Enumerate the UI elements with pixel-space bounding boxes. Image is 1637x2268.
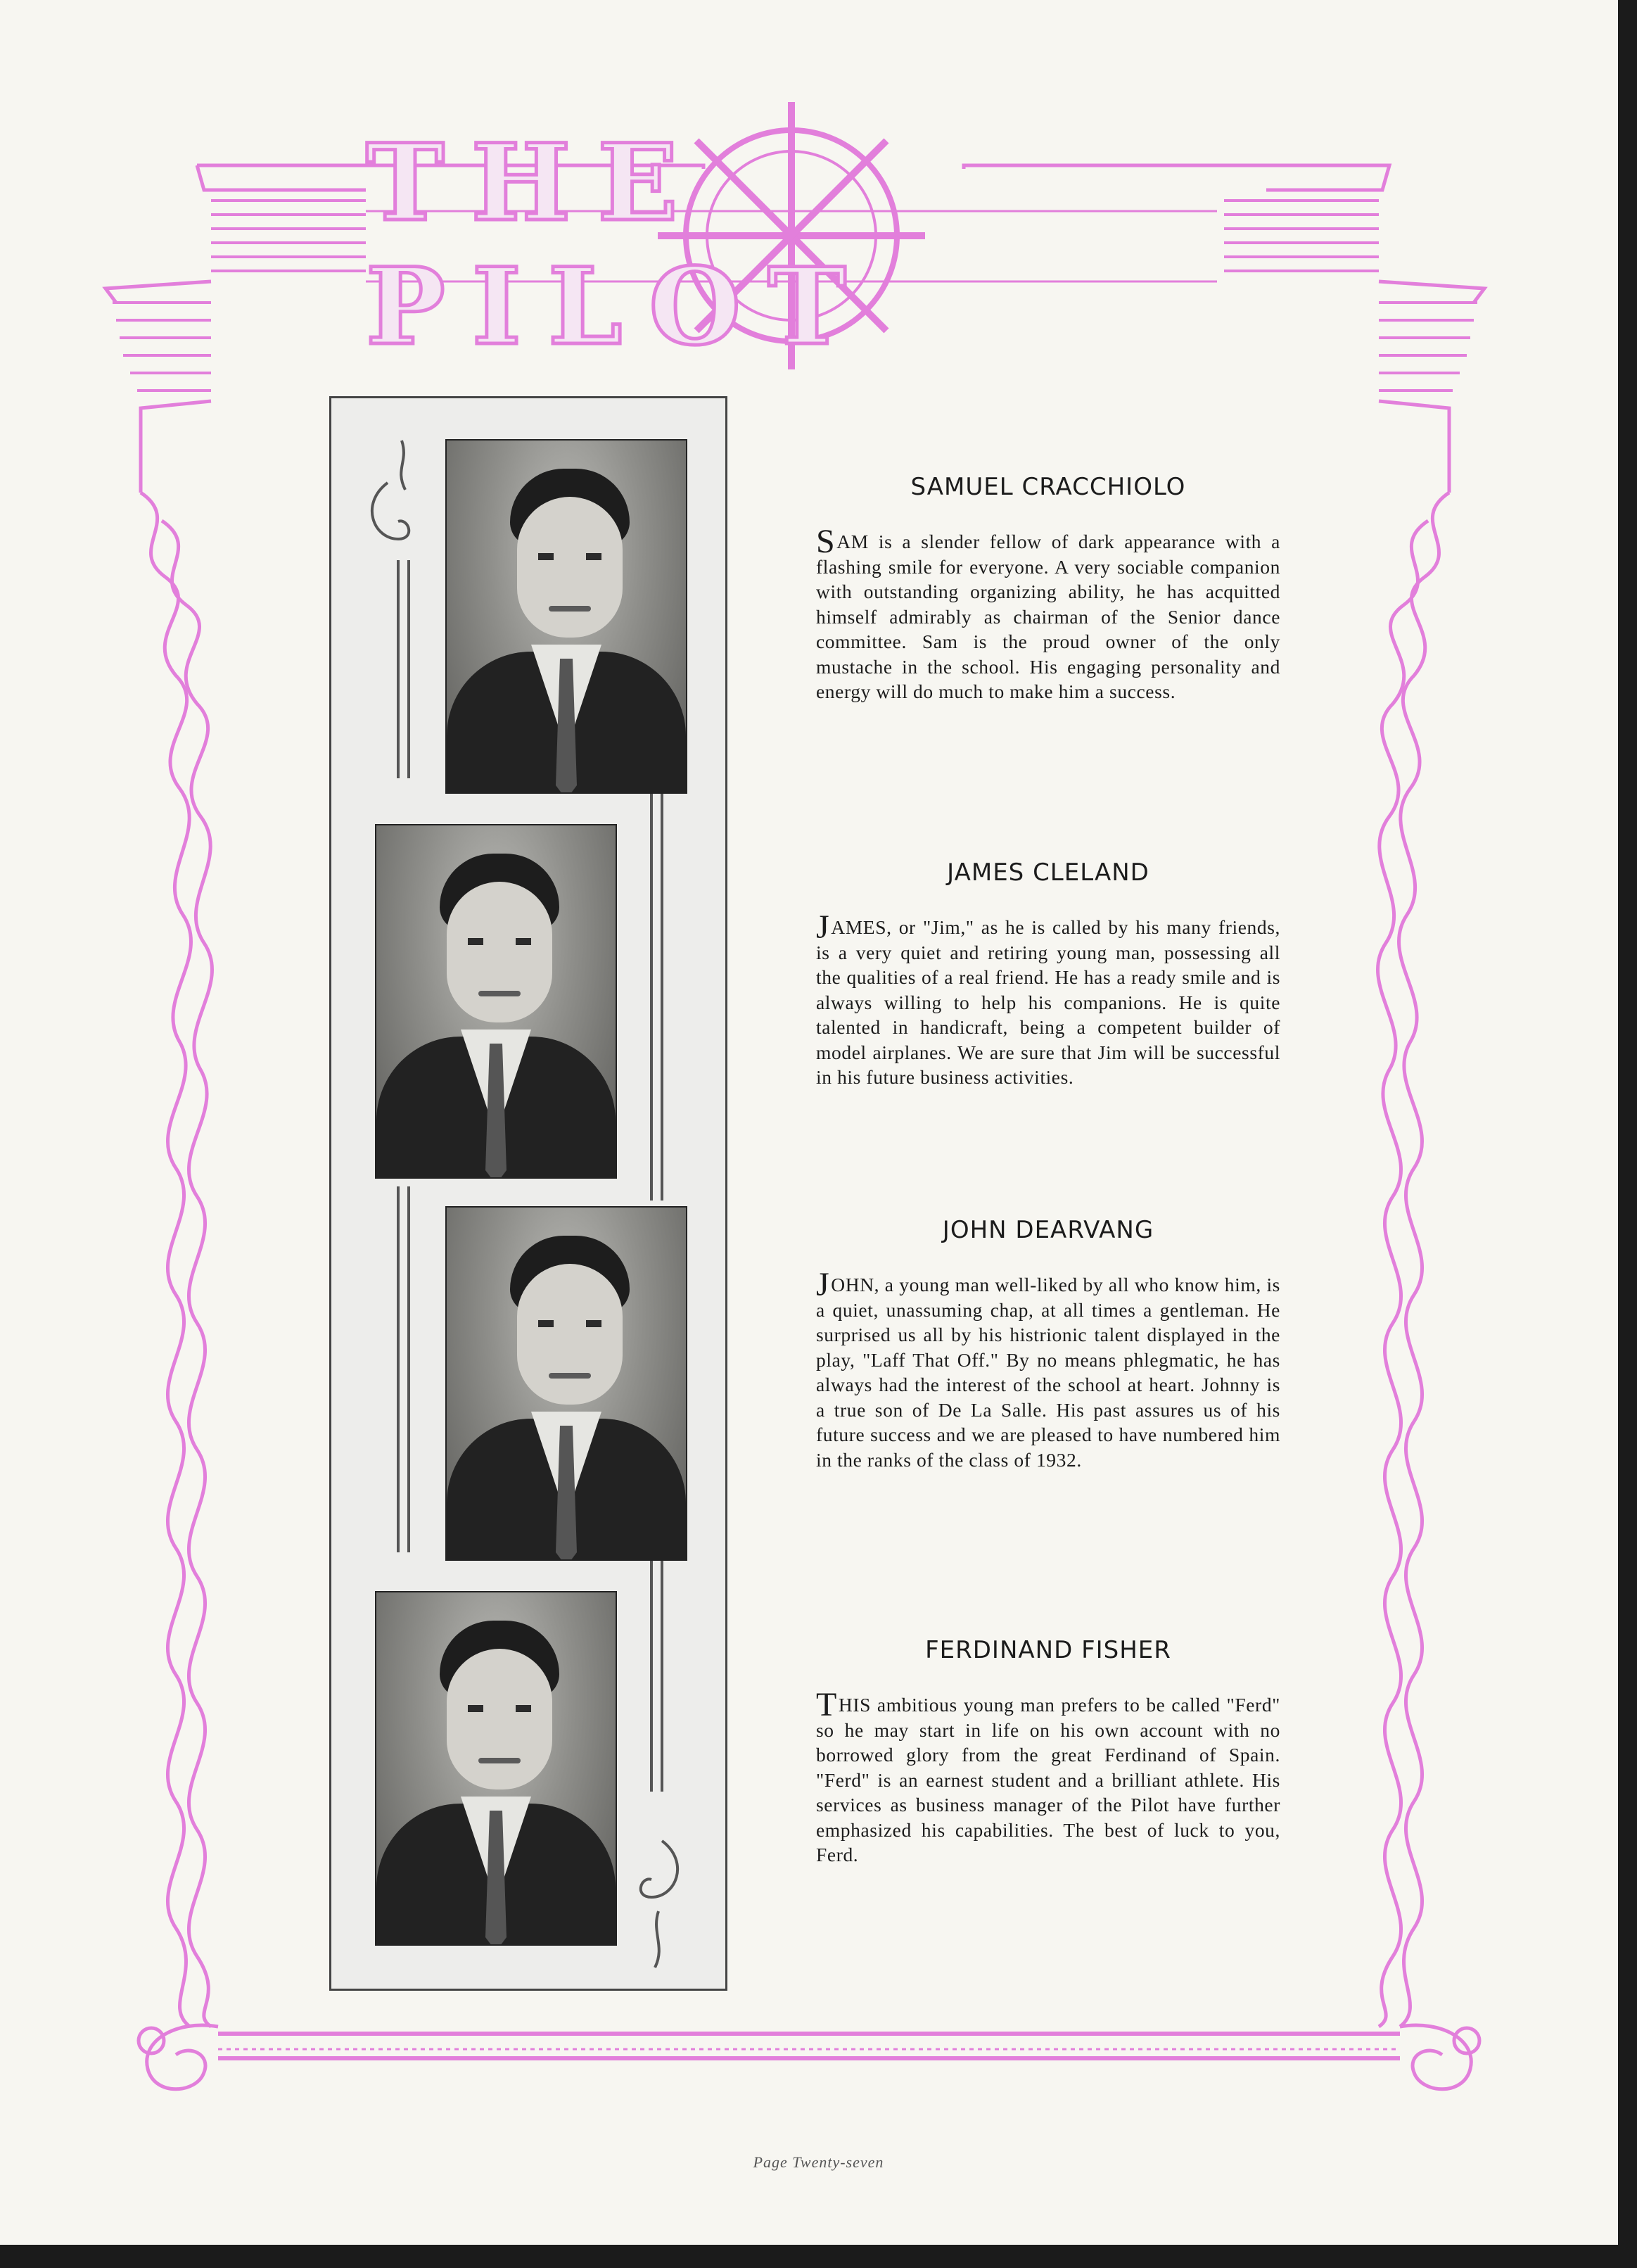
portrait-photo-1 — [445, 439, 687, 794]
entry-bio — [816, 1686, 1280, 1868]
entry-name: SAMUEL CRACCHIOLO — [910, 473, 1186, 501]
entry-ferdinand-fisher — [816, 1636, 1280, 1868]
masthead — [366, 121, 1210, 369]
drop-cap: J — [816, 908, 830, 946]
entry-name: JOHN DEARVANG — [942, 1216, 1154, 1244]
entry-john-dearvang — [816, 1216, 1280, 1472]
entry-bio — [816, 523, 1280, 704]
entry-samuel-cracchiolo — [816, 473, 1280, 704]
entry-bio-text: AM is a slender fellow of dark appearance with a flashing smile for everyone. A very sociable companion with outstanding organizing ability, he has acquitted himself admirably as chairman of the Senior dance committee. Sam is the proud owner of the only mustache in the school. His engaging personality and energy will do much to make him a success. — [816, 531, 1280, 702]
portrait-photo-2 — [375, 824, 617, 1179]
entry-bio-text: HIS ambitious young man prefers to be called "Ferd" so he may start in life on his own account with no borrowed glory from the great Ferdinand of Spain. "Ferd" is an earnest student and a brilliant athlete. His services as business manager of the Pilot have further emphasized his capabilities. The best of luck to you, Ferd. — [816, 1694, 1280, 1865]
entry-bio — [816, 1266, 1280, 1472]
entry-bio — [816, 908, 1280, 1090]
page-number: Page Twenty-seven — [753, 2153, 884, 2171]
entry-bio-text: AMES, or "Jim," as he is called by his many friends, is a very quiet and retiring young man, possessing all the qualities of a real friend. He has a ready smile and is always willing to help his companions. He is quite talented in handicraft, being a competent builder of model airplanes. We are sure that Jim will be successful in his future business activities. — [816, 916, 1280, 1088]
drop-cap: J — [816, 1266, 830, 1303]
portrait-photo-3 — [445, 1206, 687, 1561]
entry-james-cleland — [816, 859, 1280, 1090]
drop-cap: S — [816, 523, 836, 560]
entry-name: JAMES CLELAND — [947, 859, 1149, 887]
portrait-photo-4 — [375, 1591, 617, 1946]
photo-panel — [329, 396, 727, 1991]
entry-name: FERDINAND FISHER — [925, 1636, 1171, 1664]
drop-cap: T — [816, 1686, 837, 1723]
entry-bio-text: OHN, a young man well-liked by all who know him, is a quiet, unassuming chap, at all times a gentleman. He surprised us all by his histrionic talent displayed in the play, "Laff That Off." By no means phlegmatic, he has always had the interest of the school at heart. Johnny is a true son of De La Salle. His past assures us of his future success and we are pleased to have numbered him in the ranks of the class of 1932. — [816, 1274, 1280, 1471]
masthead-title: THE PILOT — [366, 121, 873, 369]
